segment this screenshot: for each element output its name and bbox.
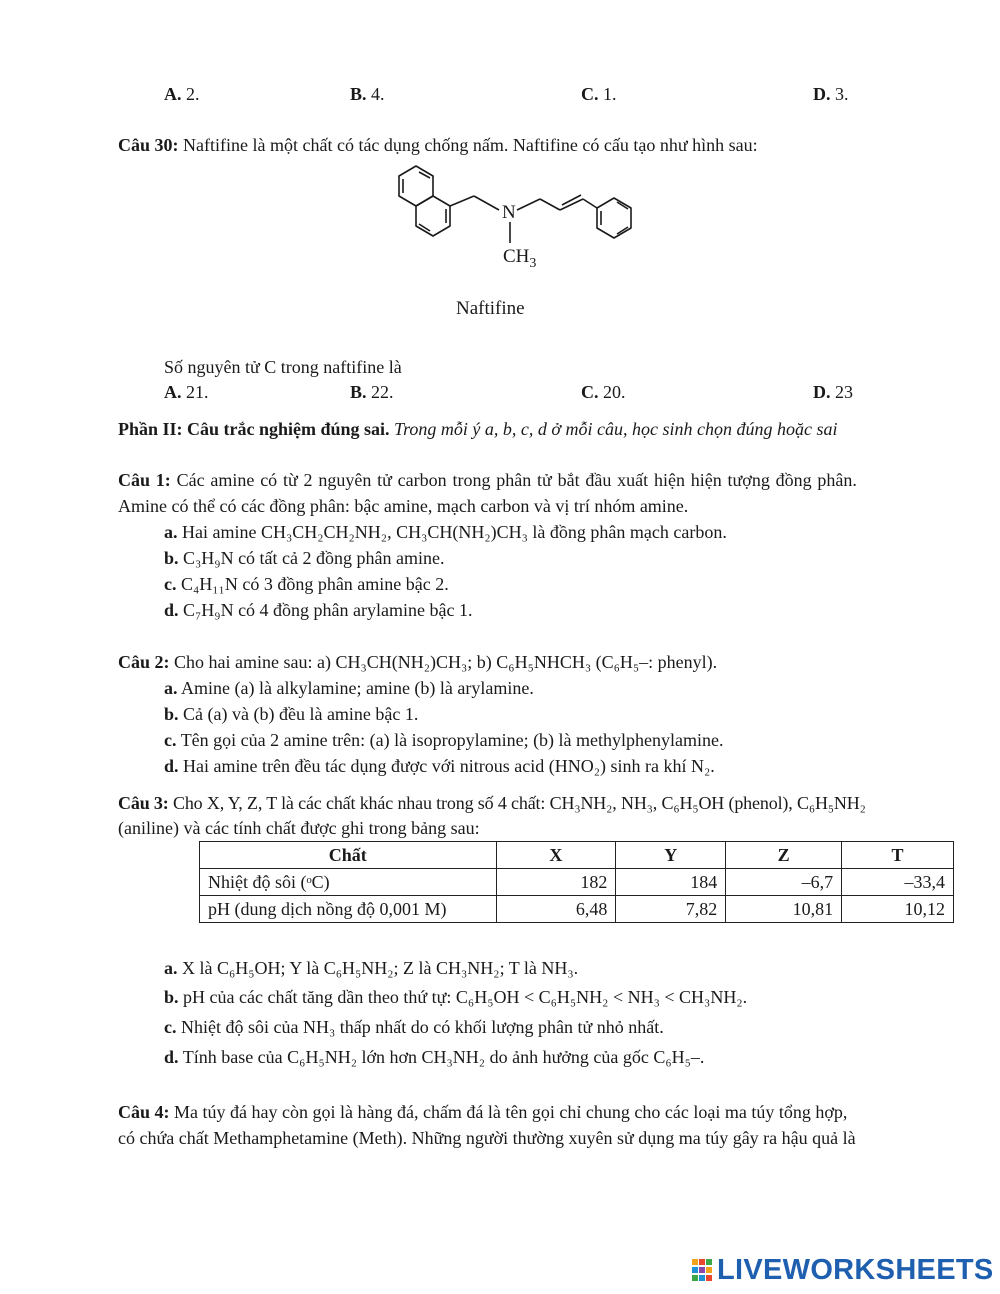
- statement-key: d.: [164, 600, 179, 620]
- table-cell: 10,12: [842, 896, 954, 923]
- statement-key: b.: [164, 987, 179, 1007]
- q1-statement-c[interactable]: [164, 573, 449, 595]
- q3-statement-d[interactable]: [164, 1046, 704, 1068]
- option-key: B.: [350, 382, 367, 402]
- statement-text: Amine (a) là alkylamine; amine (b) là arylamine.: [181, 678, 534, 698]
- q2-statement-d[interactable]: [164, 755, 715, 777]
- logo-blocks-icon: [692, 1257, 714, 1283]
- methyl-ch: CH: [503, 246, 530, 267]
- statement-text: pH của các chất tăng dần theo thứ tự: C₆H₅OH < C₆H₅NH₂ < NH₃ < CH₃NH₂.: [183, 987, 748, 1007]
- q30-option-a[interactable]: [164, 381, 209, 403]
- q1-statement-d[interactable]: [164, 599, 473, 621]
- q30-label: Câu 30:: [118, 135, 179, 155]
- table-cell: 6,48: [496, 896, 616, 923]
- q2-stem: [118, 651, 717, 673]
- q2-label: Câu 2:: [118, 652, 170, 672]
- table-row: [200, 869, 954, 896]
- option-value: 23: [835, 382, 853, 402]
- q30-stem: [118, 134, 758, 156]
- table-header-cell: Z: [726, 842, 842, 869]
- structure-caption: Naftifine: [456, 298, 525, 319]
- prev-option-b[interactable]: [350, 83, 385, 105]
- q2-statement-c[interactable]: [164, 729, 724, 751]
- statement-text: Cả (a) và (b) đều là amine bậc 1.: [183, 704, 419, 724]
- option-key: A.: [164, 84, 182, 104]
- statement-text: C₄H₁₁N có 3 đồng phân amine bậc 2.: [181, 574, 449, 594]
- q30-question: Số nguyên tử C trong naftifine là: [164, 357, 402, 377]
- option-value: 1.: [603, 84, 617, 104]
- statement-key: d.: [164, 756, 179, 776]
- q1-stem-line1: [118, 469, 857, 491]
- q3-label: Câu 3:: [118, 793, 169, 813]
- table-header-cell: T: [842, 842, 954, 869]
- option-key: D.: [813, 382, 831, 402]
- q4-text-1: Ma túy đá hay còn gọi là hàng đá, chấm đá là tên gọi chỉ chung cho các loại ma túy tổng hợp,: [174, 1102, 848, 1122]
- statement-text: Tên gọi của 2 amine trên: (a) là isopropylamine; (b) là methylphenylamine.: [180, 730, 724, 750]
- q4-stem-line2: có chứa chất Methamphetamine (Meth). Những người thường xuyên sử dụng ma túy gây ra hậu quả là: [118, 1128, 856, 1148]
- table-cell: pH (dung dịch nồng độ 0,001 M): [200, 896, 497, 923]
- q3-statement-a[interactable]: [164, 957, 578, 979]
- q3-stem-line2: (aniline) và các tính chất được ghi trong bảng sau:: [118, 818, 480, 838]
- table-cell: Nhiệt độ sôi (ᵒC): [200, 869, 497, 896]
- statement-key: c.: [164, 574, 177, 594]
- option-key: C.: [581, 84, 599, 104]
- prev-option-d[interactable]: [813, 83, 849, 105]
- naftifine-structure: [395, 155, 655, 275]
- properties-table: [199, 841, 954, 923]
- part2-instruction: Trong mỗi ý a, b, c, d ở mỗi câu, học sinh chọn đúng hoặc sai: [394, 419, 838, 439]
- option-value: 20.: [603, 382, 626, 402]
- option-key: A.: [164, 382, 182, 402]
- logo-text: LIVEWORKSHEETS: [717, 1253, 994, 1286]
- q1-text-1: Các amine có từ 2 nguyên tử carbon trong phân tử bắt đầu xuất hiện hiện tượng đồng phân.: [176, 470, 857, 490]
- q3-text-1: Cho X, Y, Z, T là các chất khác nhau trong số 4 chất: CH₃NH₂, NH₃, C₆H₅OH (phenol), C₆H₅NH₂: [172, 793, 866, 813]
- table-header-cell: Chất: [200, 842, 497, 869]
- option-key: D.: [813, 84, 831, 104]
- q30-text: Naftifine là một chất có tác dụng chống nấm. Naftifine có cấu tạo như hình sau:: [183, 135, 758, 155]
- q3-statement-b[interactable]: [164, 986, 747, 1008]
- q1-label: Câu 1:: [118, 470, 171, 490]
- option-key: C.: [581, 382, 599, 402]
- statement-key: c.: [164, 730, 177, 750]
- statement-key: a.: [164, 522, 178, 542]
- statement-text: X là C₆H₅OH; Y là C₆H₅NH₂; Z là CH₃NH₂; T là NH₃.: [182, 958, 579, 978]
- q2-statement-a[interactable]: [164, 677, 534, 699]
- option-value: 4.: [371, 84, 385, 104]
- table-cell: –33,4: [842, 869, 954, 896]
- q1-stem-line2: Amine có thể có các đồng phân: bậc amine, mạch carbon và vị trí nhóm amine.: [118, 496, 689, 516]
- nitrogen-label: N: [502, 202, 516, 223]
- table-header-row: [200, 842, 954, 869]
- q4-label: Câu 4:: [118, 1102, 170, 1122]
- table-cell: –6,7: [726, 869, 842, 896]
- q4-stem-line1: [118, 1101, 847, 1123]
- statement-key: a.: [164, 958, 178, 978]
- prev-option-c[interactable]: [581, 83, 617, 105]
- table-row: [200, 896, 954, 923]
- part2-heading: [118, 418, 837, 440]
- q3-stem-line1: [118, 792, 866, 814]
- option-value: 21.: [186, 382, 209, 402]
- part2-title: Phần II: Câu trắc nghiệm đúng sai.: [118, 419, 390, 439]
- q3-statement-c[interactable]: [164, 1016, 664, 1038]
- table-header-cell: X: [496, 842, 616, 869]
- statement-text: C₃H₉N có tất cả 2 đồng phân amine.: [183, 548, 445, 568]
- option-value: 3.: [835, 84, 849, 104]
- statement-text: Nhiệt độ sôi của NH₃ thấp nhất do có khối lượng phân tử nhỏ nhất.: [181, 1017, 664, 1037]
- q2-text: Cho hai amine sau: a) CH₃CH(NH₂)CH₃; b) C₆H₅NHCH₃ (C₆H₅–: phenyl).: [174, 652, 718, 672]
- prev-option-a[interactable]: [164, 83, 200, 105]
- option-value: 22.: [371, 382, 394, 402]
- methyl-sub: 3: [529, 256, 537, 271]
- statement-key: a.: [164, 678, 178, 698]
- statement-key: b.: [164, 704, 179, 724]
- statement-key: d.: [164, 1047, 179, 1067]
- q1-statement-a[interactable]: [164, 521, 727, 543]
- liveworksheets-logo[interactable]: [692, 1254, 994, 1286]
- methyl-label: [503, 246, 536, 271]
- table-cell: 10,81: [726, 896, 842, 923]
- table-cell: 182: [496, 869, 616, 896]
- statement-text: C₇H₉N có 4 đồng phân arylamine bậc 1.: [183, 600, 473, 620]
- q30-option-c[interactable]: [581, 381, 626, 403]
- q30-option-b[interactable]: [350, 381, 394, 403]
- statement-key: c.: [164, 1017, 177, 1037]
- statement-text: Tính base của C₆H₅NH₂ lớn hơn CH₃NH₂ do ảnh hưởng của gốc C₆H₅–.: [182, 1047, 705, 1067]
- q1-statement-b[interactable]: [164, 547, 445, 569]
- table-cell: 184: [616, 869, 726, 896]
- option-key: B.: [350, 84, 367, 104]
- table-cell: 7,82: [616, 896, 726, 923]
- q2-statement-b[interactable]: [164, 703, 418, 725]
- statement-text: Hai amine trên đều tác dụng được với nitrous acid (HNO₂) sinh ra khí N₂.: [183, 756, 715, 776]
- table-header-cell: Y: [616, 842, 726, 869]
- statement-key: b.: [164, 548, 179, 568]
- statement-text: Hai amine CH₃CH₂CH₂NH₂, CH₃CH(NH₂)CH₃ là đồng phân mạch carbon.: [182, 522, 727, 542]
- q30-option-d[interactable]: [813, 381, 853, 403]
- option-value: 2.: [186, 84, 200, 104]
